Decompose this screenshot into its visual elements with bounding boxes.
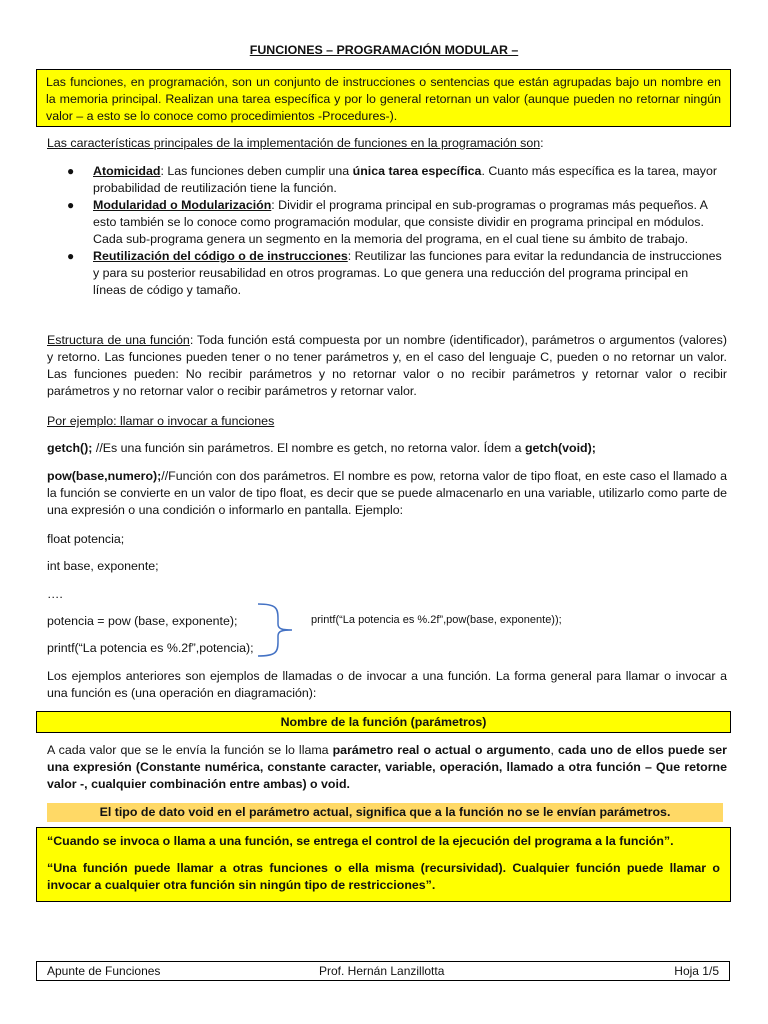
footer-left: Apunte de Funciones bbox=[47, 964, 161, 978]
features-heading: Las características principales de la implementación de funciones en la programación son: bbox=[47, 136, 544, 150]
code-side-printf: printf(“La potencia es %.2f”,pow(base, exponente)); bbox=[311, 614, 562, 626]
footer-center: Prof. Hernán Lanzillotta bbox=[319, 964, 445, 978]
features-list bbox=[47, 163, 723, 299]
page-footer bbox=[36, 961, 730, 981]
brace-icon bbox=[256, 602, 296, 658]
intro-highlight-box bbox=[36, 69, 731, 127]
example-heading: Por ejemplo: llamar o invocar a funciones bbox=[47, 414, 275, 428]
pow-paragraph: pow(base,numero);//Función con dos parámetros. El nombre es pow, retorna valor de tipo float, en este caso el llamado a la función se convierte en un valor de tipo float, es decir que se puede almacenarlo en una variable, utilizarlo como parte de una expresión o una condición o informarlo en pantalla. Ejemplo: bbox=[47, 469, 727, 517]
code-line-2: int base, exponente; bbox=[47, 559, 159, 573]
getch-paragraph: getch(); //Es una función sin parámetros. El nombre es getch, no retorna valor. Ídem a getch(void); bbox=[47, 441, 596, 455]
bullet-icon: ● bbox=[67, 249, 75, 263]
code-line-3: …. bbox=[47, 587, 63, 601]
structure-paragraph: Estructura de una función: Toda función está compuesta por un nombre (identificador), parámetros o argumentos (valores) y retorno. Las funciones pueden tener o no tener parámetros y, en el caso del lenguaje C, pueden o no retornar un valor. Las funciones pueden: No recibir parámetros y no retornar valor o no recibir parámetros y retornar valor o recibir parámetros y no retornar valor o recibir parámetros y retornar valor. bbox=[47, 333, 727, 398]
intro-text: Las funciones, en programación, son un conjunto de instrucciones o sentencias que están agrupadas bajo un nombre en la memoria principal. Realizan una tarea específica y por lo general retornan un valor (aunque pueden no retornar ningún valor – a esto se lo conoce como procedimientos -Procedures-). bbox=[46, 75, 721, 123]
quote-1: “Cuando se invoca o llama a una función, se entrega el control de la ejecución del programa a la función”. bbox=[47, 834, 674, 848]
feature-item-atomicity: ● Atomicidad: Las funciones deben cumplir una única tarea específica. Cuanto más específica es la tarea, mayor probabilidad de reutilización tiene la función. bbox=[67, 164, 717, 195]
feature-item-reuse: ● Reutilización del código o de instrucciones: Reutilizar las funciones para evitar la redundancia de instrucciones y para su posterior reusabilidad en otros programas. Lo que genera una reducción del programa principal en líneas de código y tamaño. bbox=[67, 249, 722, 297]
footer-page-number: Hoja 1/5 bbox=[674, 964, 719, 978]
syntax-box: Nombre de la función (parámetros) bbox=[36, 711, 731, 733]
void-note: El tipo de dato void en el parámetro actual, significa que a la función no se le envían parámetros. bbox=[47, 803, 723, 822]
bullet-icon: ● bbox=[67, 198, 75, 212]
parameters-paragraph: A cada valor que se le envía la función se lo llama parámetro real o actual o argumento, cada uno de ellos puede ser una expresión (Constante numérica, constante caracter, variable, operación, llamado a otra función – Que retorne valor -, cualquier combinación entre ambas) o void. bbox=[47, 743, 728, 791]
quote-2: “Una función puede llamar a otras funciones o ella misma (recursividad). Cualquier función puede llamar o invocar a cualquier otra función sin ningún tipo de restricciones”. bbox=[47, 861, 720, 892]
code-line-1: float potencia; bbox=[47, 532, 125, 546]
feature-item-modularity: ● Modularidad o Modularización: Dividir el programa principal en sub-programas o programas más pequeños. A esto también se lo conoce como programación modular, que consiste dividir en programa principal en módulos. Cada sub-programa genera un segmento en la memoria del programa, en el cual tiene su ámbito de trabajo. bbox=[67, 198, 708, 246]
page-title: FUNCIONES – PROGRAMACIÓN MODULAR – bbox=[249, 43, 519, 57]
quotes-box bbox=[36, 827, 731, 902]
bullet-icon: ● bbox=[67, 164, 75, 178]
code-line-5: printf(“La potencia es %.2f”,potencia); bbox=[47, 641, 254, 655]
code-line-4: potencia = pow (base, exponente); bbox=[47, 614, 238, 628]
general-form-paragraph: Los ejemplos anteriores son ejemplos de llamadas o de invocar a una función. La forma general para llamar o invocar a una función es (una operación en diagramación): bbox=[47, 669, 727, 700]
